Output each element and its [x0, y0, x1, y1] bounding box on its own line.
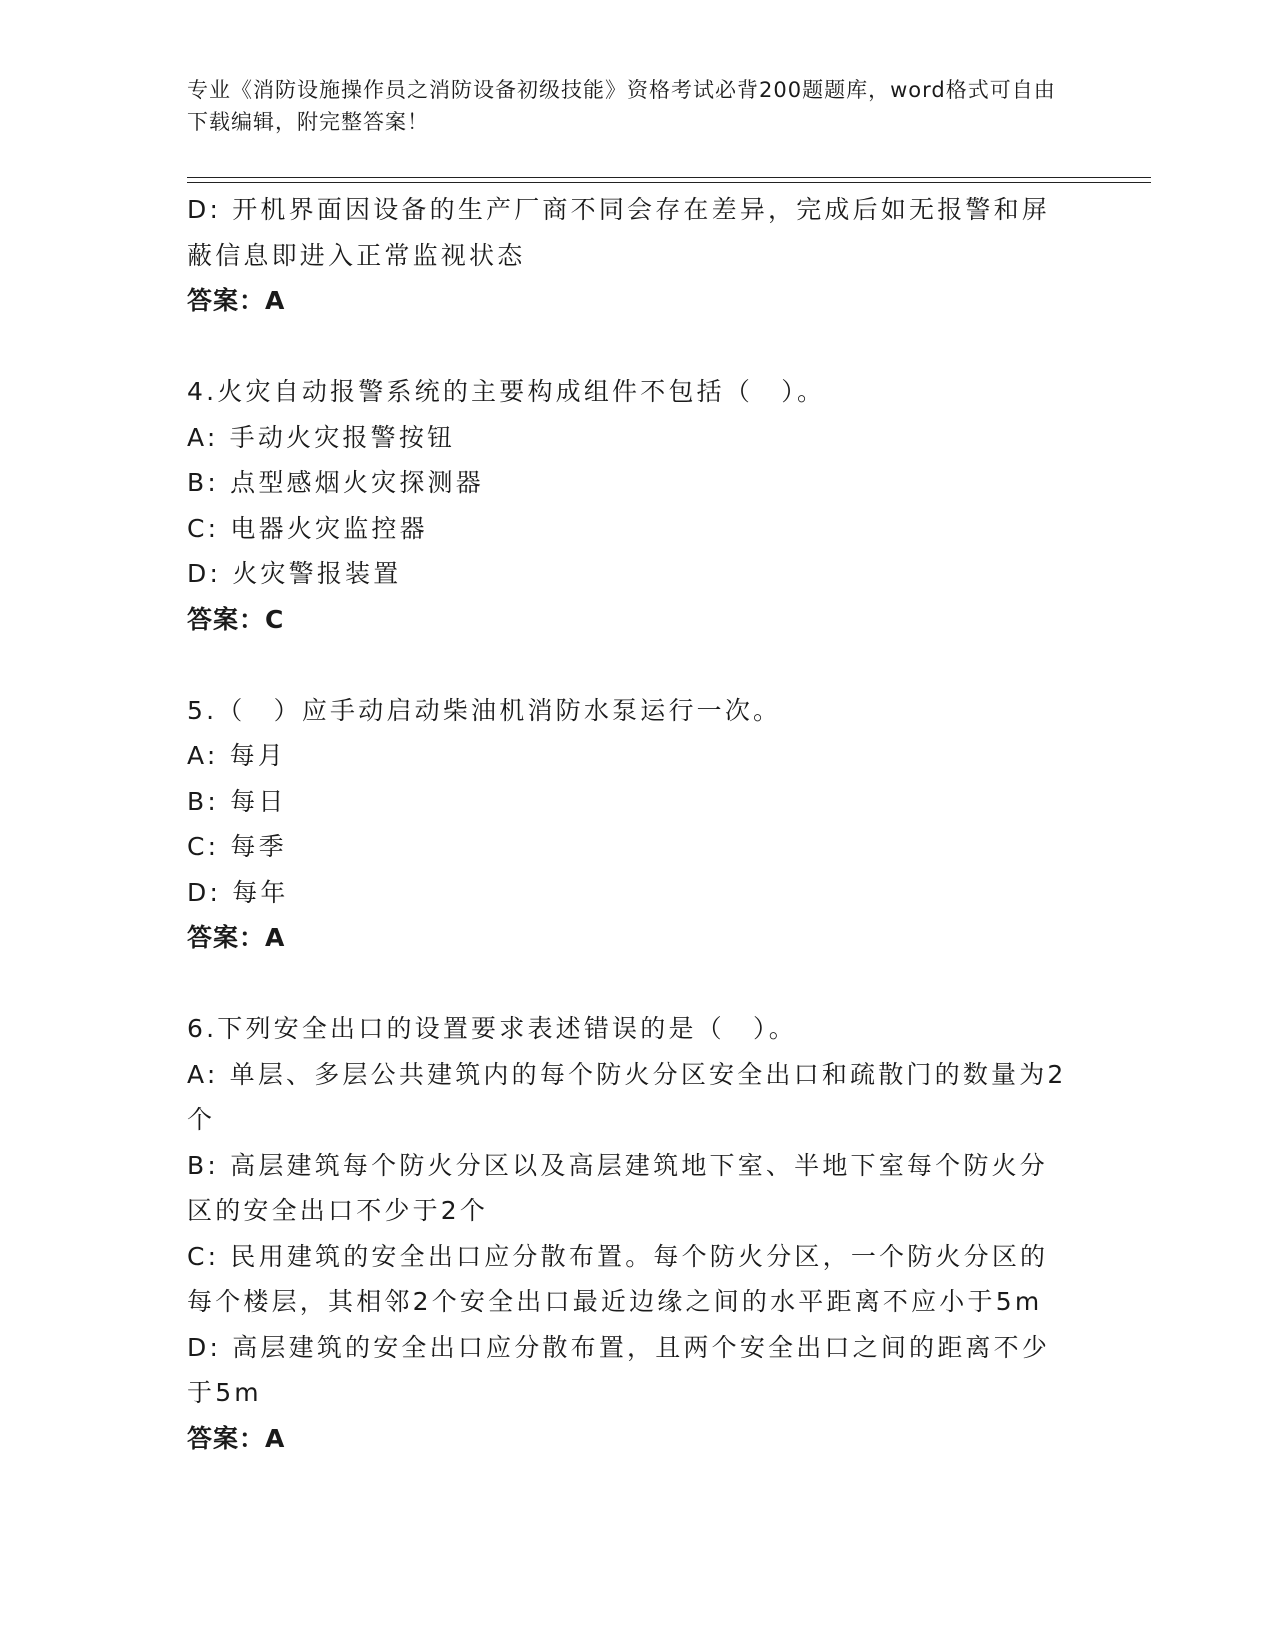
header-divider-bottom: [187, 182, 1151, 183]
document-header: 专业《消防设施操作员之消防设备初级技能》资格考试必背200题题库，word格式可自由下载编辑，附完整答案！: [187, 78, 1056, 134]
header-divider-top: [187, 177, 1151, 178]
answer: 答案：C: [187, 604, 285, 634]
prev-option-d: D: 开机界面因设备的生产厂商不同会存在差异，完成后如无报警和屏蔽信息即进入正常监视状态: [187, 195, 1051, 270]
question-5: [187, 688, 1067, 961]
question-stem: 6.下列安全出口的设置要求表述错误的是（ ）。: [187, 1014, 797, 1043]
spacer: [187, 642, 1067, 688]
option-a: A: 每月: [187, 741, 287, 770]
option-b: B: 点型感烟火灾探测器: [187, 468, 484, 497]
option-b: B: 每日: [187, 786, 287, 816]
prev-answer: 答案：A: [187, 286, 286, 315]
spacer: [187, 324, 1067, 370]
answer: 答案：A: [187, 923, 286, 952]
option-d: D: 高层建筑的安全出口应分散布置，且两个安全出口之间的距离不少于5m: [187, 1332, 1051, 1407]
option-b: B: 高层建筑每个防火分区以及高层建筑地下室、半地下室每个防火分区的安全出口不少于2个: [187, 1150, 1048, 1225]
answer: 答案：A: [187, 1423, 286, 1453]
option-a: A: 手动火灾报警按钮: [187, 422, 456, 452]
option-c: C: 每季: [187, 832, 287, 861]
option-a: A: 单层、多层公共建筑内的每个防火分区安全出口和疏散门的数量为2个: [187, 1059, 1067, 1134]
option-d: D: 火灾警报装置: [187, 559, 402, 588]
question-stem: 4.火灾自动报警系统的主要构成组件不包括（ ）。: [187, 377, 826, 406]
spacer: [187, 961, 1067, 1007]
option-c: C: 民用建筑的安全出口应分散布置。每个防火分区，一个防火分区的每个楼层，其相邻2个安全出口最近边缘之间的水平距离不应小于5m: [187, 1241, 1049, 1316]
question-stem: 5.（ ）应手动启动柴油机消防水泵运行一次。: [187, 695, 782, 725]
option-d: D: 每年: [187, 877, 289, 907]
question-4: [187, 369, 1067, 642]
question-6: [187, 1006, 1067, 1461]
option-c: C: 电器火灾监控器: [187, 513, 428, 543]
question-content: [187, 187, 1067, 1461]
